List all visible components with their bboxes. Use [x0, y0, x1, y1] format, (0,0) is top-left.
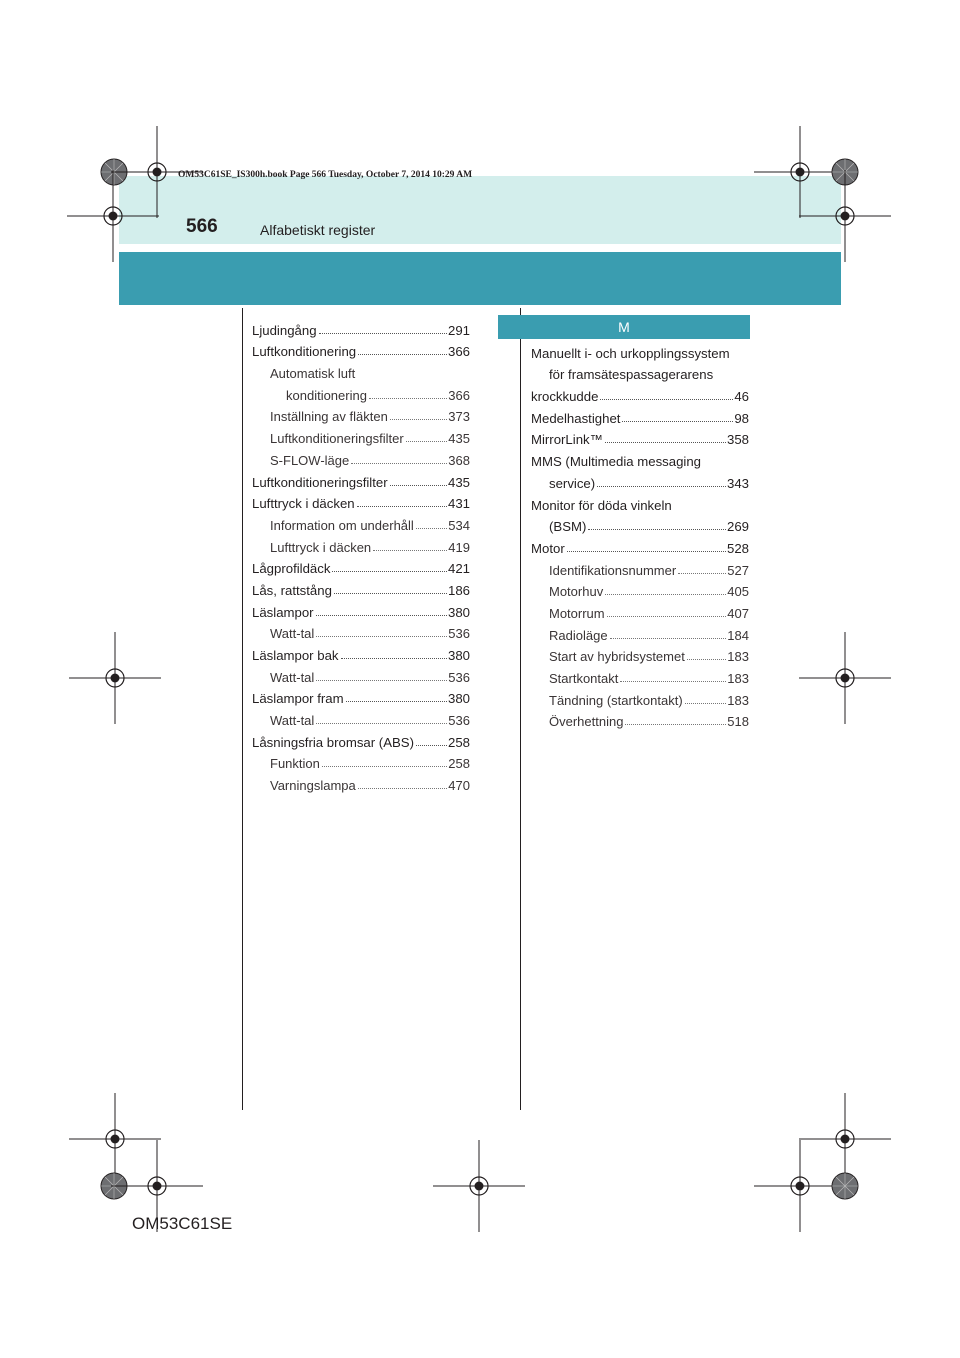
entry-label: Motor — [531, 540, 565, 556]
entry-label: Lås, rattstång — [252, 582, 332, 598]
page-title: Alfabetiskt register — [260, 222, 376, 238]
entry-label: Watt-tal — [270, 669, 315, 685]
entry-label: Luftkonditionering — [252, 344, 357, 360]
entry-label: MirrorLink™ — [531, 432, 603, 448]
entry-label: Lufttryck i däcken — [252, 496, 355, 512]
section-header-m: M — [498, 315, 750, 339]
page-number: 566 — [186, 216, 218, 237]
entry-label: Motorhuv — [549, 584, 604, 600]
entry-label: Lågprofildäck — [252, 561, 331, 577]
entry-page-number: 366 — [447, 344, 470, 360]
entry-page-number: 528 — [726, 540, 749, 556]
entry-page-number: 380 — [447, 604, 470, 620]
entry-page-number: 431 — [447, 496, 470, 512]
entry-page-number: 183 — [727, 671, 749, 686]
entry-label: Funktion — [270, 756, 320, 772]
entry-page-number: 470 — [448, 778, 470, 794]
entry-label: Motorrum — [549, 605, 605, 621]
entry-label: Start av hybridsystemet — [549, 649, 685, 665]
entry-page-number: 183 — [727, 649, 749, 665]
entry-label: Information om underhåll — [270, 517, 414, 533]
book-info-line: OM53C61SE_IS300h.book Page 566 Tuesday, October 7, 2014 10:29 AM — [178, 170, 473, 180]
entry-page-number: 366 — [448, 387, 470, 403]
entry-label: Watt-tal — [270, 713, 315, 729]
entry-page-number: 183 — [727, 692, 749, 708]
entry-page-number: 258 — [447, 734, 470, 750]
entry-label: Luftkonditioneringsfilter — [270, 431, 404, 447]
entry-label: Watt-tal — [270, 626, 315, 642]
entry-label: Varningslampa — [270, 778, 356, 794]
entry-page-number: 536 — [448, 713, 470, 729]
entry-label: Lufttryck i däcken — [270, 539, 372, 555]
entry-label: Inställning av fläkten — [270, 409, 388, 425]
entry-label: Identifikationsnummer — [549, 562, 677, 578]
entry-page-number: 186 — [447, 582, 470, 598]
entry-label: S-FLOW-läge — [270, 452, 350, 468]
entry-page-number: 407 — [727, 605, 749, 621]
entry-page-number: 518 — [727, 714, 749, 730]
entry-label: Överhettning — [549, 714, 624, 730]
entry-label: Låsningsfria bromsar (ABS) — [252, 734, 414, 750]
entry-page-number: 435 — [447, 474, 470, 490]
entry-label: Luftkonditioneringsfilter — [252, 474, 388, 490]
footer-code: OM53C61SE — [132, 1214, 233, 1233]
entry-page-number: 46 — [734, 389, 749, 405]
entry-label: Monitor för döda vinkeln — [531, 497, 672, 513]
entry-page-number: 373 — [448, 409, 470, 425]
entry-label: (BSM) — [549, 519, 587, 535]
entry-label: konditionering — [286, 387, 367, 403]
entry-label: krockkudde — [531, 389, 599, 405]
entry-label: för framsätespassagerarens — [549, 367, 714, 383]
entry-page-number: 358 — [726, 432, 749, 448]
entry-label: Radioläge — [549, 627, 608, 643]
entry-page-number: 527 — [727, 562, 749, 578]
entry-page-number: 536 — [448, 626, 470, 642]
entry-label: MMS (Multimedia messaging — [531, 454, 702, 470]
entry-label: service) — [549, 475, 596, 491]
entry-page-number: 435 — [448, 431, 470, 447]
entry-label: Startkontakt — [549, 671, 619, 686]
entry-label: Läslampor fram — [252, 691, 344, 707]
entry-label: Medelhastighet — [531, 410, 621, 426]
entry-label: Läslampor bak — [252, 648, 339, 663]
entry-page-number: 534 — [448, 517, 470, 533]
entry-page-number: 419 — [448, 539, 470, 555]
entry-label: Manuellt i- och urkopplingssystem — [531, 345, 730, 361]
entry-page-number: 380 — [447, 691, 470, 707]
entry-page-number: 380 — [447, 648, 470, 663]
entry-page-number: 291 — [447, 322, 470, 338]
entry-page-number: 343 — [726, 475, 749, 491]
entry-label: Automatisk luft — [270, 366, 356, 382]
entry-label: Läslampor — [252, 604, 314, 620]
entry-page-number: 368 — [448, 452, 470, 468]
entry-page-number: 269 — [726, 519, 749, 535]
entry-label: Tändning (startkontakt) — [549, 692, 683, 708]
entry-page-number: 184 — [727, 627, 749, 643]
entry-page-number: 258 — [448, 756, 470, 772]
entry-page-number: 98 — [734, 410, 749, 426]
entry-page-number: 405 — [727, 584, 749, 600]
entry-page-number: 536 — [448, 669, 470, 685]
entry-label: Ljudingång — [252, 322, 317, 338]
entry-page-number: 421 — [447, 561, 470, 577]
